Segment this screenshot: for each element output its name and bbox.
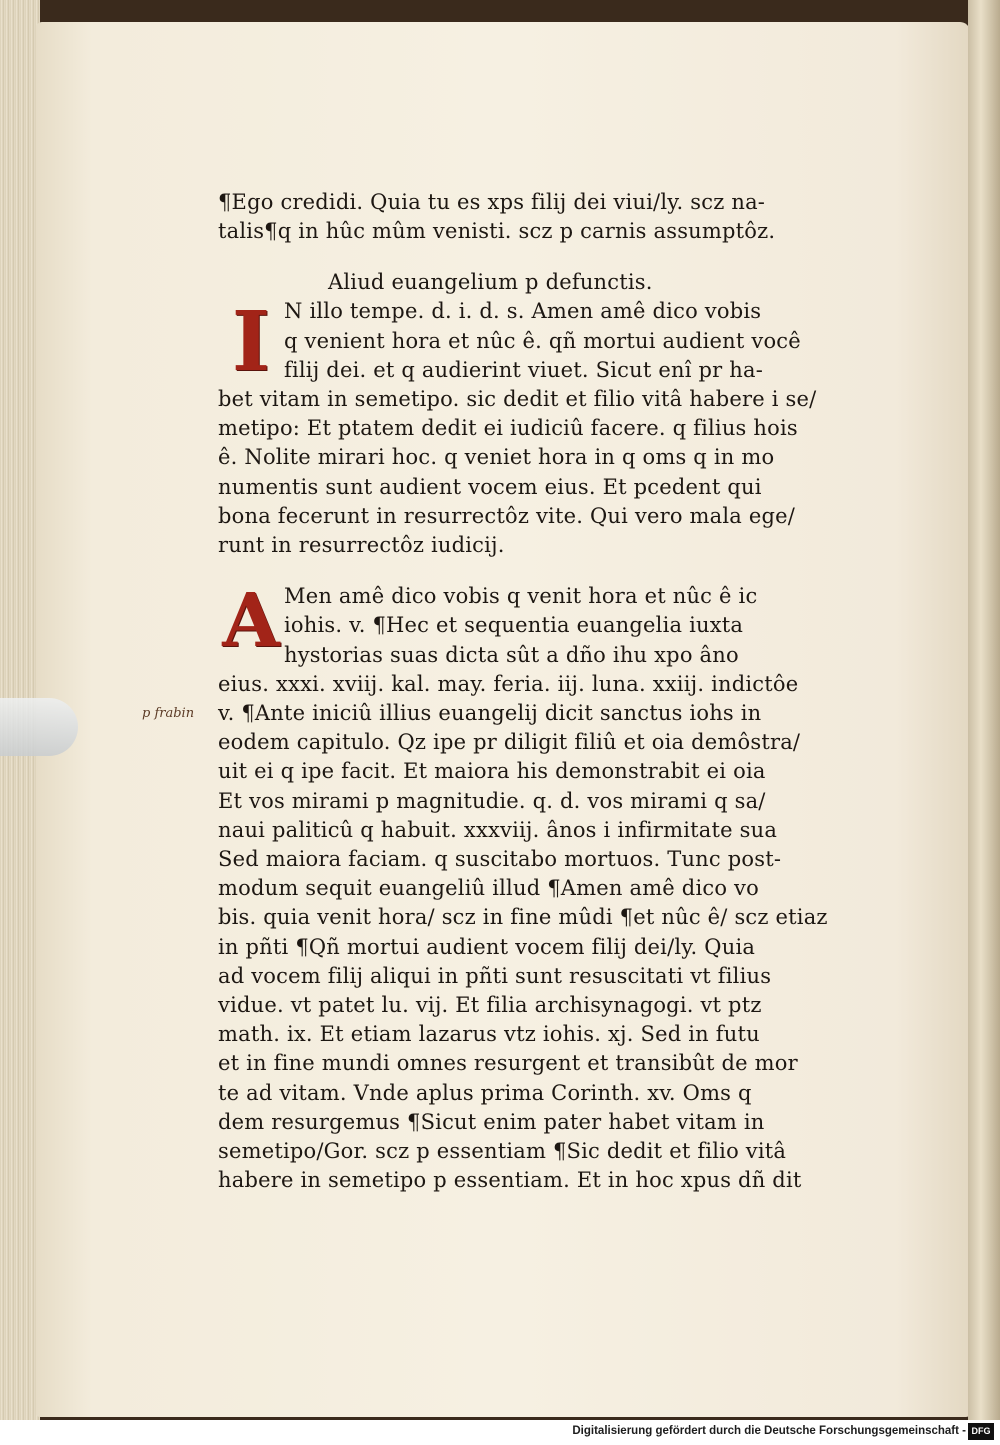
text-line: hystorias suas dicta sût a dño ihu xpo âno bbox=[284, 642, 739, 667]
text-line: in pñti ¶Qñ mortui audient vocem filij dei/ly. Quia bbox=[218, 934, 756, 959]
paragraph-2 bbox=[218, 578, 828, 1195]
text-line: talis¶q in hûc mûm venisti. scz p carnis assumptôz. bbox=[218, 219, 776, 244]
text-line: bona fecerunt in resurrectôz vite. Qui vero mala ege/ bbox=[218, 503, 796, 528]
text-line: vidue. vt patet lu. vij. Et filia archisynagogi. vt ptz bbox=[218, 993, 762, 1018]
text-line: bet vitam in semetipo. sic dedit et filio vitâ habere i se/ bbox=[218, 387, 817, 412]
text-line: Et vos mirami p magnitudie. q. d. vos mirami q sa/ bbox=[218, 788, 766, 813]
text-line: eius. xxxi. xviij. kal. may. feria. iij. luna. xxiij. indictôe bbox=[218, 671, 799, 696]
text-line: Sed maiora faciam. q suscitabo mortuos. Tunc post- bbox=[218, 847, 782, 872]
decorated-initial-a: A bbox=[222, 578, 280, 665]
text-line: bis. quia venit hora/ scz in fine mûdi ¶et nûc ê/ scz etiaz bbox=[218, 905, 828, 930]
text-line: filij dei. et q audierint viuet. Sicut enî pr ha- bbox=[284, 357, 763, 382]
text-line: metipo: Et ptatem dedit ei iudiciû facere. q filius hois bbox=[218, 416, 798, 441]
text-line: ad vocem filij aliqui in pñti sunt resuscitati vt filius bbox=[218, 963, 772, 988]
bookmark-clip bbox=[0, 698, 78, 756]
text-line: dem resurgemus ¶Sicut enim pater habet vitam in bbox=[218, 1109, 765, 1134]
text-line: eodem capitulo. Qz ipe pr diligit filiû et oia demôstra/ bbox=[218, 730, 801, 755]
text-line: ê. Nolite mirari hoc. q veniet hora in q oms q in mo bbox=[218, 445, 775, 470]
text-line: semetipo/Gor. scz p essentiam ¶Sic dedit et filio vitâ bbox=[218, 1139, 787, 1164]
decorated-initial-i: I bbox=[231, 294, 271, 391]
dfg-logo: DFG bbox=[968, 1423, 994, 1440]
text-line: v. ¶Ante iniciû illius euangelij dicit sanctus iohs in bbox=[218, 701, 762, 726]
text-line: iohis. v. ¶Hec et sequentia euangelia iuxta bbox=[284, 613, 744, 638]
text-line: modum sequit euangeliû illud ¶Amen amê dico vo bbox=[218, 876, 759, 901]
text-line: naui paliticû q habuit. xxxviij. ânos i infirmitate sua bbox=[218, 817, 778, 842]
book-right-edge bbox=[968, 0, 1000, 1420]
text-line: math. ix. Et etiam lazarus vtz iohis. xj. Sed in futu bbox=[218, 1022, 760, 1047]
funding-credit: Digitalisierung gefördert durch die Deutsche Forschungsgemeinschaft - bbox=[572, 1425, 966, 1437]
text-line: te ad vitam. Vnde aplus prima Corinth. xv. Oms q bbox=[218, 1080, 752, 1105]
text-column bbox=[218, 188, 828, 1196]
text-line: Men amê dico vobis q venit hora et nûc ê ic bbox=[284, 584, 758, 609]
text-line: runt in resurrectôz iudicij. bbox=[218, 533, 505, 558]
text-line: ¶Ego credidi. Quia tu es xps filij dei viui/ly. scz na- bbox=[218, 190, 766, 214]
text-line: et in fine mundi omnes resurgent et transibût de mor bbox=[218, 1051, 798, 1076]
text-line: numentis sunt audient vocem eius. Et pcedent qui bbox=[218, 474, 762, 499]
text-line: N illo tempe. d. i. d. s. Amen amê dico vobis bbox=[284, 299, 762, 324]
paragraph-1 bbox=[218, 294, 828, 560]
text-line: habere in semetipo p essentiam. Et in hoc xpus dñ dit bbox=[218, 1168, 802, 1193]
margin-annotation: p frabin bbox=[142, 706, 195, 721]
text-line: uit ei q ipe facit. Et maiora his demonstrabit ei oia bbox=[218, 759, 766, 784]
text-line: q venient hora et nûc ê. qñ mortui audient você bbox=[284, 328, 801, 353]
section-heading: Aliud euangelium p defunctis. bbox=[328, 270, 653, 295]
footer-bar bbox=[0, 1420, 1000, 1445]
